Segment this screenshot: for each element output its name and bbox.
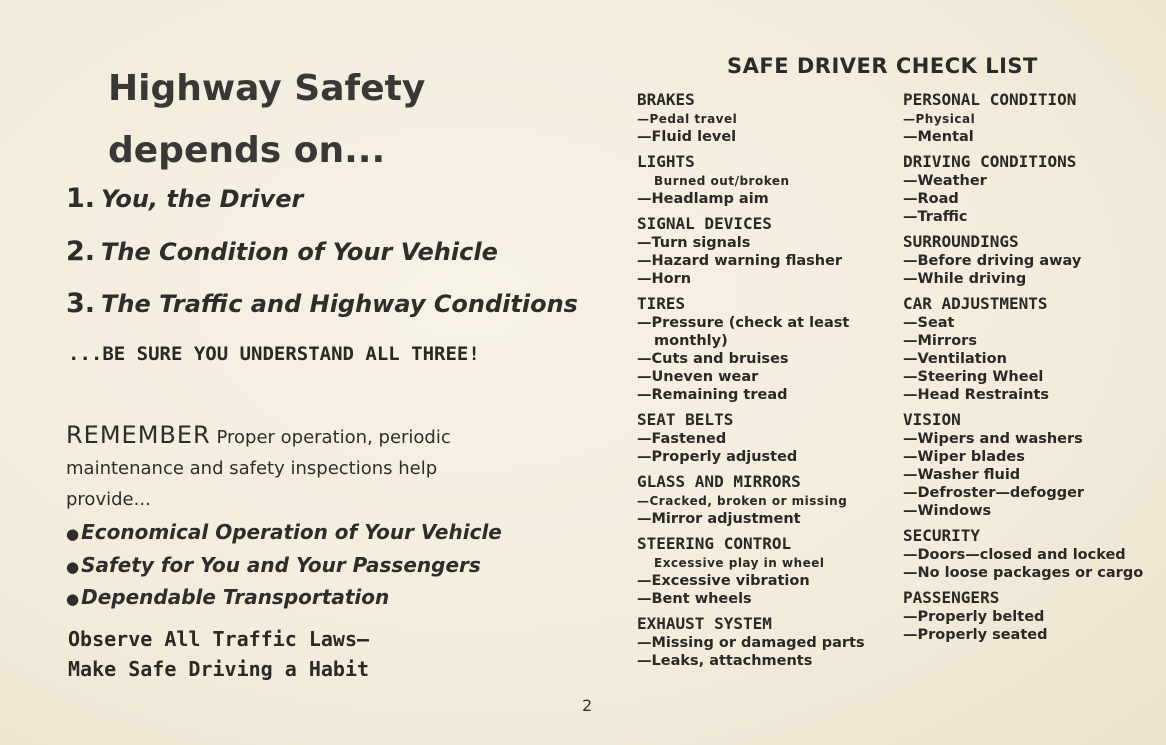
checklist-item: —Properly adjusted xyxy=(637,449,798,465)
section-heading: TIRES xyxy=(637,294,686,313)
bullet-text: Economical Operation of Your Vehicle xyxy=(81,520,502,544)
checklist-item: —Physical xyxy=(903,112,976,126)
section-heading: VISION xyxy=(903,410,961,429)
checklist-column-2 xyxy=(903,90,1166,650)
checklist-item: —While driving xyxy=(903,271,1027,287)
checklist-section-surroundings xyxy=(903,232,1166,288)
point-text: You, the Driver xyxy=(101,185,304,213)
section-heading: CAR ADJUSTMENTS xyxy=(903,294,1048,313)
checklist-section-seat-belts xyxy=(637,410,907,466)
section-heading: STEERING CONTROL xyxy=(637,534,792,553)
remember-text: Proper operation, periodic maintenance and safety inspections help provide... xyxy=(66,427,451,510)
checklist-item: —Windows xyxy=(903,503,992,519)
checklist-item: —Hazard warning flasher xyxy=(637,253,843,269)
checklist-item: —Headlamp aim xyxy=(637,191,769,207)
checklist-item: —Fastened xyxy=(637,431,727,447)
point-3 xyxy=(66,288,578,319)
page-number: 2 xyxy=(582,696,593,715)
be-sure-statement: ...BE SURE YOU UNDERSTAND ALL THREE! xyxy=(68,343,480,365)
section-heading: BRAKES xyxy=(637,90,695,109)
checklist-section-lights xyxy=(637,152,907,208)
checklist-item: —Cuts and bruises xyxy=(637,351,789,367)
checklist-item: —Ventilation xyxy=(903,351,1007,367)
checklist-item: —Road xyxy=(903,191,959,207)
checklist-item: —Bent wheels xyxy=(637,591,752,607)
checklist-item: —Missing or damaged parts xyxy=(637,635,865,651)
checklist-item: —Mirror adjustment xyxy=(637,511,801,527)
bullet-text: Dependable Transportation xyxy=(81,585,390,609)
checklist-section-driving-conditions xyxy=(903,152,1166,226)
checklist-item: —Before driving away xyxy=(903,253,1082,269)
checklist-item: —Properly seated xyxy=(903,627,1048,643)
section-heading: SECURITY xyxy=(903,526,981,545)
checklist-item: —Mental xyxy=(903,129,974,145)
bullet-icon: ● xyxy=(66,525,80,543)
checklist-item: —Weather xyxy=(903,173,987,189)
checklist-item: —Mirrors xyxy=(903,333,977,349)
checklist-item: —Fluid level xyxy=(637,129,737,145)
checklist-section-exhaust-system xyxy=(637,614,907,670)
checklist-section-steering-control xyxy=(637,534,907,608)
checklist-section-signal-devices xyxy=(637,214,907,288)
closing-line-1: Observe All Traffic Laws— xyxy=(68,627,370,651)
section-heading: PASSENGERS xyxy=(903,588,1000,607)
benefit-bullet xyxy=(66,585,389,609)
section-heading: EXHAUST SYSTEM xyxy=(637,614,772,633)
section-heading: GLASS AND MIRRORS xyxy=(637,472,801,491)
closing-line-2: Make Safe Driving a Habit xyxy=(68,657,370,681)
title-line-2: depends on... xyxy=(108,130,386,171)
section-heading: SIGNAL DEVICES xyxy=(637,214,772,233)
section-heading: LIGHTS xyxy=(637,152,695,171)
point-text: The Traffic and Highway Conditions xyxy=(101,290,578,318)
point-number: 3. xyxy=(66,288,96,319)
checklist-item: Burned out/broken xyxy=(654,174,790,188)
checklist-item: —Properly belted xyxy=(903,609,1045,625)
checklist-item: —Uneven wear xyxy=(637,369,759,385)
closing-slogan xyxy=(68,624,369,684)
checklist-item: —Wipers and washers xyxy=(903,431,1083,447)
checklist-item: —Doors—closed and locked xyxy=(903,547,1126,563)
page-title xyxy=(108,58,528,182)
point-number: 2. xyxy=(66,236,96,267)
checklist-item: Excessive play in wheel xyxy=(654,556,825,570)
checklist-item: —No loose packages or cargo xyxy=(903,565,1144,581)
bullet-icon: ● xyxy=(66,558,80,576)
remember-word: REMEMBER xyxy=(66,421,211,449)
section-heading: DRIVING CONDITIONS xyxy=(903,152,1077,171)
point-text: The Condition of Your Vehicle xyxy=(101,238,498,266)
checklist-section-personal-condition xyxy=(903,90,1166,146)
checklist-section-passengers xyxy=(903,588,1166,644)
remember-paragraph xyxy=(66,420,526,515)
checklist-item: —Traffic xyxy=(903,209,968,225)
checklist-item: —Cracked, broken or missing xyxy=(637,494,848,508)
checklist-section-brakes xyxy=(637,90,907,146)
title-line-1: Highway Safety xyxy=(108,68,426,109)
benefit-bullet xyxy=(66,553,481,577)
checklist-item: —Pedal travel xyxy=(637,112,738,126)
checklist-item: —Washer fluid xyxy=(903,467,1021,483)
checklist-item: —Turn signals xyxy=(637,235,751,251)
checklist-section-car-adjustments xyxy=(903,294,1166,404)
checklist-item: —Horn xyxy=(637,271,692,287)
checklist-item: —Excessive vibration xyxy=(637,573,810,589)
checklist-title: SAFE DRIVER CHECK LIST xyxy=(727,54,1038,78)
checklist-section-vision xyxy=(903,410,1166,520)
point-number: 1. xyxy=(66,183,96,214)
checklist-column-1 xyxy=(637,90,907,676)
bullet-icon: ● xyxy=(66,590,80,608)
section-heading: SEAT BELTS xyxy=(637,410,734,429)
benefit-bullet xyxy=(66,520,502,544)
bullet-text: Safety for You and Your Passengers xyxy=(81,553,481,577)
checklist-section-glass-and-mirrors xyxy=(637,472,907,528)
checklist-item: —Head Restraints xyxy=(903,387,1050,403)
checklist-section-security xyxy=(903,526,1166,582)
checklist-section-tires xyxy=(637,294,907,404)
checklist-item: —Remaining tread xyxy=(637,387,788,403)
checklist-item: monthly) xyxy=(654,333,728,349)
checklist-item: —Wiper blades xyxy=(903,449,1025,465)
checklist-item: —Pressure (check at least xyxy=(637,315,850,331)
point-1 xyxy=(66,183,303,214)
checklist-item: —Defroster—defogger xyxy=(903,485,1085,501)
section-heading: SURROUNDINGS xyxy=(903,232,1019,251)
checklist-item: —Seat xyxy=(903,315,955,331)
point-2 xyxy=(66,236,498,267)
checklist-item: —Leaks, attachments xyxy=(637,653,813,669)
section-heading: PERSONAL CONDITION xyxy=(903,90,1077,109)
checklist-item: —Steering Wheel xyxy=(903,369,1044,385)
